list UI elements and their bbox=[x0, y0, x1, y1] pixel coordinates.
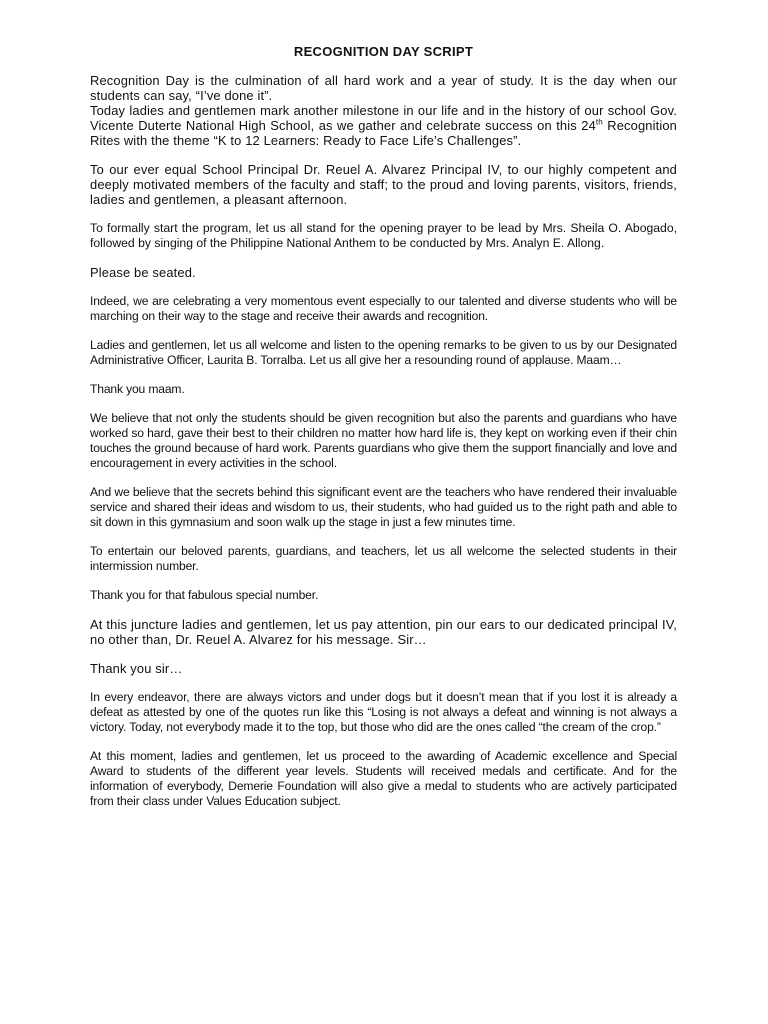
paragraph-milestone-text: Today ladies and gentlemen mark another milestone in our life and in the history of our school Gov. Vicente Duterte National High School, as we gather and celebrate success on this 24 bbox=[90, 103, 677, 133]
paragraph-opening-prayer: To formally start the program, let us all stand for the opening prayer to be lead by Mrs. Sheila O. Abogado, followed by singing of the Philippine National Anthem to be conducted by Mrs. Analyn E. Allong. bbox=[90, 221, 677, 250]
document-page bbox=[90, 44, 677, 823]
paragraph-culmination: Recognition Day is the culmination of all hard work and a year of study. It is the day when our students can say, “I’ve done it”. bbox=[90, 73, 677, 103]
paragraph-awarding: At this moment, ladies and gentlemen, let us proceed to the awarding of Academic excellence and Special Award to students of the different year levels. Students will received medals and certificate. And for the information of everybody, Demerie Foundation will also give a medal to students who are actively participated from their class under Values Education subject. bbox=[90, 749, 677, 808]
document-title: RECOGNITION DAY SCRIPT bbox=[293, 44, 474, 59]
ordinal-suffix: th bbox=[595, 117, 603, 127]
paragraph-please-be-seated: Please be seated. bbox=[90, 265, 196, 280]
paragraph-special-number: Thank you for that fabulous special number. bbox=[90, 588, 319, 602]
paragraph-parents-guardians: We believe that not only the students should be given recognition but also the parents and guardians who have worked so hard, gave their best to their children no matter how hard life is, they kept on working even if their chin touches the ground because of hard work. Parents guardians who give them the support financially and love and encouragement in every activities in the school. bbox=[90, 411, 677, 470]
paragraph-intermission: To entertain our beloved parents, guardians, and teachers, let us all welcome the selected students in their intermission number. bbox=[90, 544, 677, 573]
paragraph-opening-remarks: Ladies and gentlemen, let us all welcome and listen to the opening remarks to be given to us by our Designated Administrative Officer, Laurita B. Torralba. Let us all give her a resounding round of applause. Maam… bbox=[90, 338, 677, 367]
paragraph-teachers: And we believe that the secrets behind this significant event are the teachers who have rendered their invaluable service and shared their ideas and wisdom to us, their students, who had guided us to the right path and able to sit down in this gymnasium and soon walk up the stage in just a few minutes time. bbox=[90, 485, 677, 529]
paragraph-victors-underdogs: In every endeavor, there are always victors and under dogs but it doesn’t mean that if you lost it is already a defeat as attested by one of the quotes run like this “Losing is not always a defeat and winning is not always a victory. Today, not everybody made it to the top, but those who did are the ones called “the cream of the crop.” bbox=[90, 690, 677, 734]
paragraph-greetings: To our ever equal School Principal Dr. Reuel A. Alvarez Principal IV, to our highly competent and deeply motivated members of the faculty and staff; to the proud and loving parents, visitors, friends, ladies and gentlemen, a pleasant afternoon. bbox=[90, 162, 677, 207]
paragraph-milestone bbox=[90, 103, 677, 148]
paragraph-thank-you-sir: Thank you sir… bbox=[90, 661, 183, 676]
paragraph-momentous-event: Indeed, we are celebrating a very momentous event especially to our talented and diverse students who will be marching on their way to the stage and receive their awards and recognition. bbox=[90, 294, 677, 323]
paragraph-milestone-theme: Recognition Rites with the theme “K to 12 Learners: Ready to Face Life’s Challenges”. bbox=[90, 118, 677, 148]
paragraph-principal-message: At this juncture ladies and gentlemen, let us pay attention, pin our ears to our dedicated principal IV, no other than, Dr. Reuel A. Alvarez for his message. Sir… bbox=[90, 617, 677, 647]
paragraph-thank-you-maam: Thank you maam. bbox=[90, 382, 185, 396]
